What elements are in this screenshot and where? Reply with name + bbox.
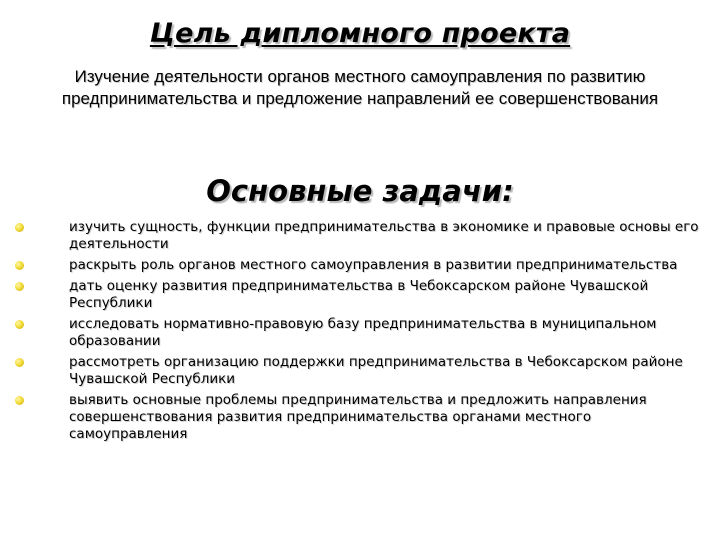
task-text-3: дать оценку развития предпринимательства в Чебоксарском районе Чувашской Республики	[69, 278, 649, 311]
bullet-icon	[15, 358, 24, 367]
tasks-title: Основные задачи:	[206, 174, 514, 208]
task-item-4	[0, 316, 700, 350]
goal-text: Изучение деятельности органов местного самоуправления по развитию предпринимательства и предложение направлений ее совершенствования	[61, 67, 659, 108]
bullet-icon	[15, 396, 24, 405]
task-text-4: исследовать нормативно-правовую базу предпринимательства в муниципальном образовании	[69, 316, 657, 349]
goal-title: Цель дипломного проекта	[149, 18, 571, 49]
task-item-1	[0, 219, 700, 253]
bullet-icon	[15, 261, 24, 270]
bullet-icon	[15, 223, 24, 232]
task-item-5	[0, 354, 700, 388]
bullet-icon	[15, 320, 24, 329]
task-item-2	[0, 257, 700, 274]
bullet-icon	[15, 282, 24, 291]
tasks-list	[0, 219, 700, 447]
task-text-5: рассмотреть организацию поддержки предпринимательства в Чебоксарском районе Чувашской Республики	[69, 354, 683, 387]
task-text-1: изучить сущность, функции предпринимательства в экономике и правовые основы его деятельности	[69, 219, 699, 252]
task-text-2: раскрыть роль органов местного самоуправления в развитии предпринимательства	[69, 257, 678, 273]
task-text-6: выявить основные проблемы предпринимательства и предложить направления совершенствования развития предпринимательства органами местного самоуправления	[69, 392, 647, 442]
task-item-3	[0, 278, 700, 312]
task-item-6	[0, 392, 700, 443]
